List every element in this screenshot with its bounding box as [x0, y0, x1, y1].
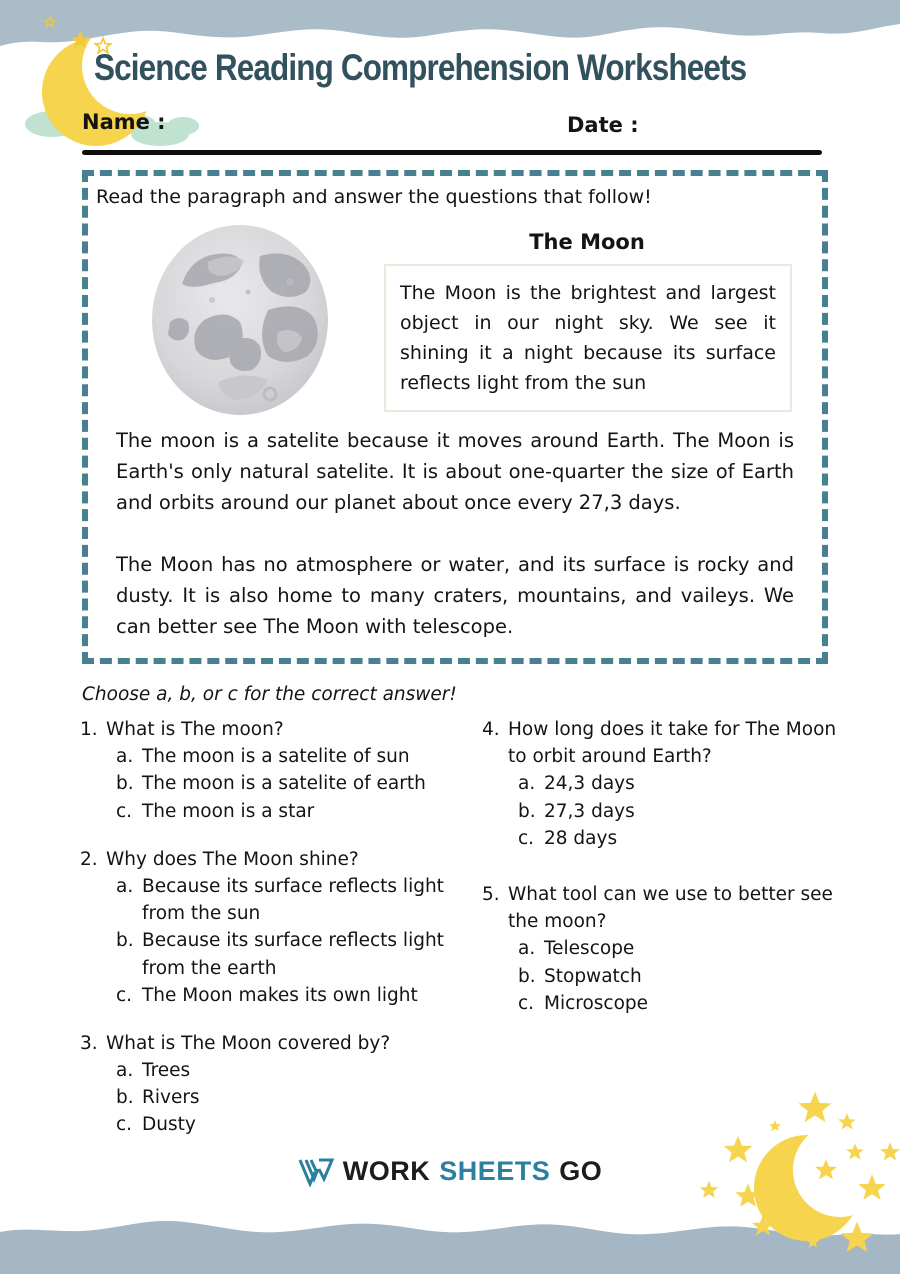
option-text: Microscope [544, 992, 649, 1014]
header-divider [82, 150, 822, 155]
answer-option [80, 873, 478, 927]
option-text: The Moon makes its own light [142, 984, 418, 1006]
option-letter: c. [116, 984, 133, 1006]
passage-heading: The Moon [529, 230, 645, 254]
quiz-instruction: Choose a, b, or c for the correct answer! [82, 684, 457, 705]
passage-intro-box: The Moon is the brightest and largest object in our night sky. We see it shining it a night because its surface reflects light from the sun [384, 264, 792, 412]
option-text: Trees [142, 1060, 191, 1082]
question-number: 5. [482, 883, 500, 905]
question-3 [80, 1030, 478, 1139]
option-letter: c. [518, 827, 535, 849]
answer-option [80, 743, 478, 770]
answer-option [482, 990, 844, 1017]
question-text: What is The Moon covered by? [106, 1032, 391, 1054]
option-text: 28 days [544, 827, 618, 849]
date-label: Date : [567, 113, 639, 137]
brand-go: GO [559, 1156, 603, 1186]
option-text: The moon is a satelite of earth [142, 773, 426, 795]
answer-option [80, 798, 478, 825]
question-5 [482, 881, 844, 1017]
option-letter: c. [116, 800, 133, 822]
quiz-right-column [482, 716, 844, 1038]
option-text: Because its surface reflects light from the earth [142, 930, 444, 979]
passage-box [82, 170, 828, 664]
answer-option [80, 1111, 478, 1138]
name-label: Name : [82, 110, 166, 134]
option-letter: b. [518, 965, 536, 987]
answer-option [482, 825, 844, 852]
option-text: Dusty [142, 1114, 196, 1136]
option-letter: a. [518, 773, 536, 795]
answer-option [482, 770, 844, 797]
brand-work: WORK [342, 1156, 431, 1186]
option-text: The moon is a satelite of sun [142, 746, 410, 768]
question-text: What tool can we use to better see the moon? [508, 883, 833, 933]
question-number: 1. [80, 719, 98, 740]
answer-option [482, 963, 844, 990]
option-letter: a. [518, 938, 536, 960]
question-text: What is The moon? [106, 719, 284, 740]
moon-photo [148, 222, 333, 418]
option-text: 27,3 days [544, 800, 635, 822]
question-2 [80, 846, 478, 1009]
answer-option [80, 982, 478, 1009]
question-text: How long does it take for The Moon to orbit around Earth? [508, 719, 837, 768]
answer-option [80, 1084, 478, 1111]
brand-sheets: SHEETS [439, 1156, 551, 1186]
option-text: Because its surface reflects light from the sun [142, 875, 444, 925]
passage-paragraph-2: The Moon has no atmosphere or water, and its surface is rocky and dusty. It is also home to many craters, mountains, and vaileys. We can better see The Moon with telescope. [116, 553, 794, 639]
quiz-left-column [80, 716, 478, 1160]
worksheetsgo-logo [0, 1156, 900, 1187]
option-text: 24,3 days [544, 773, 635, 795]
question-4 [482, 716, 844, 852]
passage-instruction: Read the paragraph and answer the questions that follow! [96, 186, 652, 208]
option-letter: c. [116, 1114, 133, 1136]
option-letter: b. [116, 773, 134, 795]
page-title: Science Reading Comprehension Worksheets [94, 47, 747, 88]
question-1 [80, 716, 478, 825]
option-text: The moon is a star [142, 800, 315, 822]
answer-option [80, 1057, 478, 1084]
answer-option [482, 935, 844, 962]
answer-option [80, 927, 478, 981]
question-number: 2. [80, 848, 98, 870]
option-letter: a. [116, 746, 134, 768]
question-number: 4. [482, 719, 500, 740]
option-letter: b. [518, 800, 536, 822]
option-letter: c. [518, 992, 535, 1014]
option-text: Telescope [544, 938, 635, 960]
option-letter: a. [116, 1060, 134, 1082]
option-letter: a. [116, 875, 134, 897]
option-letter: b. [116, 930, 134, 952]
question-text: Why does The Moon shine? [106, 848, 359, 870]
option-letter: b. [116, 1087, 134, 1109]
answer-option [80, 770, 478, 797]
passage-paragraph-1: The moon is a satelite because it moves around Earth. The Moon is Earth's only natural satelite. It is about one-quarter the size of Earth and orbits around our planet about once every 27,3 days. [116, 429, 794, 515]
star-icon [45, 17, 55, 26]
logo-w-icon [298, 1157, 334, 1187]
option-text: Rivers [142, 1087, 200, 1109]
question-number: 3. [80, 1032, 98, 1054]
option-text: Stopwatch [544, 965, 642, 987]
answer-option [482, 798, 844, 825]
